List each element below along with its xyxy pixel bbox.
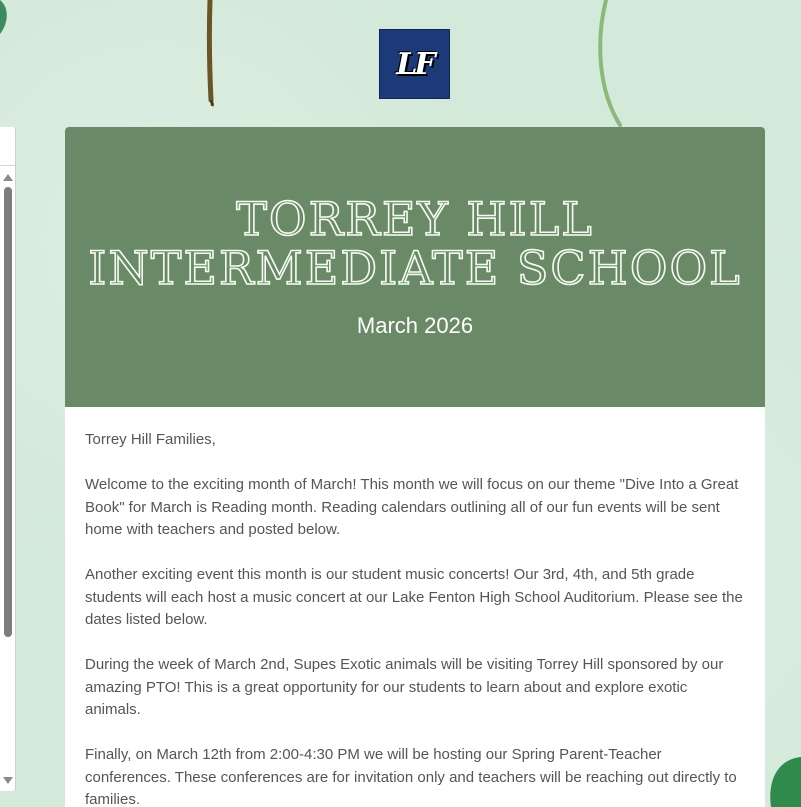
- scroll-down-arrow-icon[interactable]: [3, 777, 13, 784]
- scrollbar-thumb[interactable]: [4, 187, 12, 637]
- newsletter-body: [65, 407, 765, 807]
- paragraph-music-concerts: Another exciting event this month is our student music concerts! Our 3rd, 4th, and 5th grade students will each host a music concert at our Lake Fenton High School Auditorium. Please see the dates listed below.: [85, 566, 743, 628]
- vine-decoration-right: [590, 0, 630, 130]
- paragraph-reading-month: Welcome to the exciting month of March! This month we will focus on our theme "Dive Into a Great Book" for March is Reading month. Reading calendars outlining all of our fun events will be sent home with teachers and posted below.: [85, 476, 739, 538]
- greeting: Torrey Hill Families,: [85, 431, 216, 448]
- paragraph-exotic-animals: During the week of March 2nd, Supes Exotic animals will be visiting Torrey Hill sponsored by our amazing PTO! This is a great opportunity for our students to learn about and explore exotic animals.: [85, 656, 724, 718]
- leaf-decoration-bottom-right: [765, 755, 801, 807]
- scroll-up-arrow-icon[interactable]: [3, 174, 13, 181]
- title-line-1: TORREY HILL: [236, 192, 594, 246]
- newsletter-header: [65, 127, 765, 407]
- logo-text: LF: [396, 46, 433, 82]
- newsletter-card: [65, 127, 765, 807]
- side-panel-divider: [0, 165, 15, 166]
- paragraph-conferences: Finally, on March 12th from 2:00-4:30 PM we will be hosting our Spring Parent-Teacher conferences. These conferences are for invitation only and teachers will be reaching out directly to families.: [85, 746, 737, 807]
- side-panel: [0, 127, 16, 791]
- title-line-2: INTERMEDIATE SCHOOL: [88, 241, 742, 295]
- newsletter-title: [65, 192, 765, 295]
- newsletter-date: March 2026: [356, 313, 474, 338]
- vine-decoration-stem: [203, 0, 223, 110]
- school-logo[interactable]: [379, 29, 450, 99]
- vine-decoration-left: [0, 0, 20, 40]
